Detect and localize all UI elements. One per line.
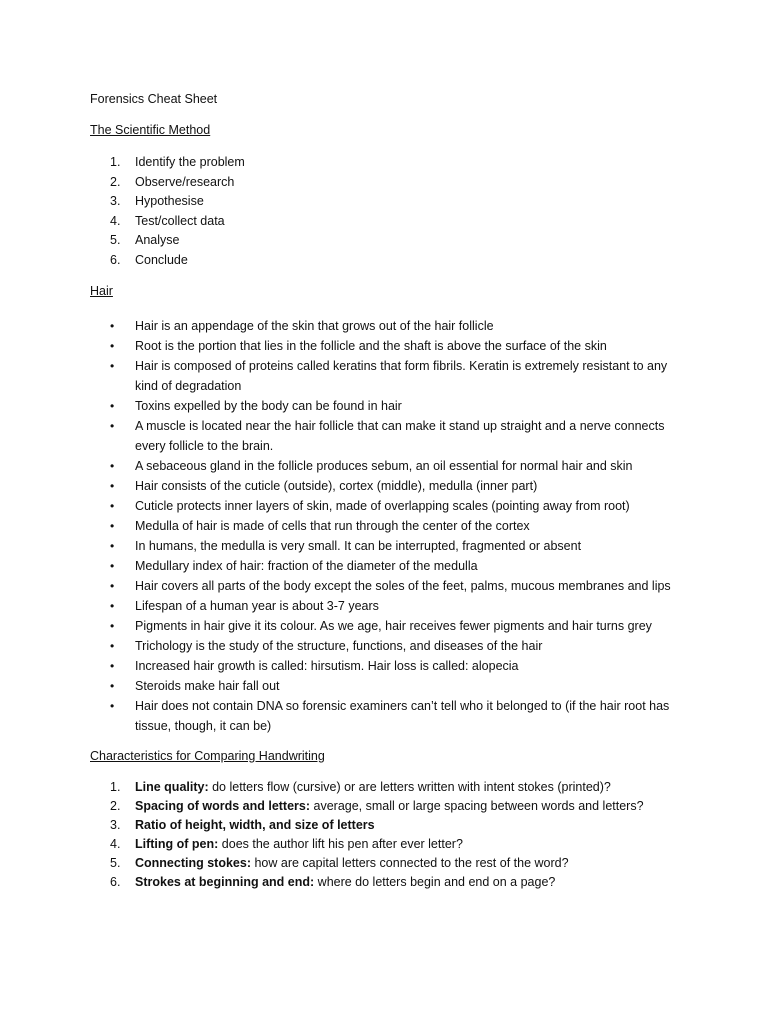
item-text: Observe/research	[135, 174, 235, 189]
item-text: A sebaceous gland in the follicle produces sebum, an oil essential for normal hair and skin	[135, 459, 633, 473]
list-item	[90, 779, 644, 798]
list-item	[90, 456, 690, 476]
list-item	[90, 496, 690, 516]
bullet-icon: •	[110, 699, 115, 713]
list-item	[90, 874, 644, 893]
item-text: Hypothesise	[135, 194, 204, 208]
bullet-icon: •	[110, 679, 115, 693]
item-term: Connecting stokes:	[135, 856, 251, 870]
item-number: 6.	[110, 252, 121, 267]
scientific-method-list	[90, 154, 245, 271]
item-text: Toxins expelled by the body can be found in hair	[135, 399, 402, 413]
list-item	[90, 676, 690, 696]
item-text: Trichology is the study of the structure, functions, and diseases of the hair	[135, 639, 543, 653]
list-item	[90, 616, 690, 636]
item-text: Medullary index of hair: fraction of the diameter of the medulla	[135, 559, 478, 573]
list-item	[90, 696, 690, 736]
document-title: Forensics Cheat Sheet	[90, 92, 218, 106]
list-item	[90, 596, 690, 616]
bullet-icon: •	[110, 319, 115, 333]
item-text: where do letters begin and end on a page?	[314, 875, 556, 889]
item-text: Hair consists of the cuticle (outside), cortex (middle), medulla (inner part)	[135, 479, 538, 493]
item-text: Hair is composed of proteins called keratins that form fibrils. Keratin is extremely resistant to any kind of degradation	[135, 359, 668, 393]
list-item	[90, 396, 690, 416]
list-item	[90, 174, 245, 194]
hair-heading: Hair	[90, 284, 113, 298]
item-text: Cuticle protects inner layers of skin, made of overlapping scales (pointing away from root)	[135, 499, 630, 513]
list-item	[90, 232, 245, 252]
bullet-icon: •	[110, 359, 115, 373]
handwriting-heading: Characteristics for Comparing Handwriting	[90, 749, 325, 763]
item-term: Spacing of words and letters:	[135, 799, 311, 813]
item-number: 1.	[110, 155, 121, 169]
bullet-icon: •	[110, 619, 115, 633]
list-item	[90, 836, 644, 855]
bullet-icon: •	[110, 399, 115, 413]
bullet-icon: •	[110, 479, 115, 493]
list-item	[90, 656, 690, 676]
item-text: Increased hair growth is called: hirsutism. Hair loss is called: alopecia	[135, 659, 519, 673]
item-number: 5.	[110, 233, 121, 247]
handwriting-characteristics-list	[90, 779, 644, 893]
item-text: Hair covers all parts of the body except the soles of the feet, palms, mucous membranes and lips	[135, 579, 671, 593]
item-number: 4.	[110, 837, 121, 851]
item-text: Root is the portion that lies in the follicle and the shaft is above the surface of the skin	[135, 339, 607, 353]
item-text: Hair is an appendage of the skin that grows out of the hair follicle	[135, 319, 494, 333]
item-term: Ratio of height, width, and size of letters	[135, 818, 375, 832]
list-item	[90, 154, 245, 174]
item-term: Line quality:	[135, 780, 209, 794]
hair-facts-list	[90, 316, 690, 736]
list-item	[90, 636, 690, 656]
item-text: Analyse	[135, 233, 180, 247]
item-text: Steroids make hair fall out	[135, 679, 280, 693]
list-item	[90, 316, 690, 336]
list-item	[90, 213, 245, 233]
bullet-icon: •	[110, 639, 115, 653]
item-text: Pigments in hair give it its colour. As we age, hair receives fewer pigments and hair turns grey	[135, 619, 652, 633]
list-item	[90, 356, 690, 396]
list-item	[90, 855, 644, 874]
item-text: Medulla of hair is made of cells that run through the center of the cortex	[135, 519, 530, 533]
list-item	[90, 476, 690, 496]
list-item	[90, 556, 690, 576]
list-item	[90, 817, 644, 836]
item-term: Lifting of pen:	[135, 837, 219, 851]
bullet-icon: •	[110, 559, 115, 573]
bullet-icon: •	[110, 659, 115, 673]
list-item	[90, 416, 690, 456]
item-text: In humans, the medulla is very small. It can be interrupted, fragmented or absent	[135, 539, 582, 553]
item-number: 6.	[110, 875, 121, 889]
bullet-icon: •	[110, 499, 115, 513]
item-term: Strokes at beginning and end:	[135, 875, 315, 889]
item-text: A muscle is located near the hair follicle that can make it stand up straight and a nerve connects every follicle to the brain.	[135, 419, 665, 453]
item-text: Identify the problem	[135, 155, 245, 169]
item-number: 2.	[110, 799, 121, 813]
list-item	[90, 536, 690, 556]
item-number: 2.	[110, 174, 121, 189]
bullet-icon: •	[110, 599, 115, 613]
item-number: 5.	[110, 856, 121, 870]
item-text: does the author lift his pen after ever letter?	[218, 837, 463, 851]
item-text: how are capital letters connected to the rest of the word?	[251, 856, 569, 870]
scientific-method-heading: The Scientific Method	[90, 123, 211, 137]
item-text: Lifespan of a human year is about 3-7 years	[135, 599, 379, 613]
item-text: Test/collect data	[135, 213, 225, 228]
item-text: do letters flow (cursive) or are letters written with intent stokes (printed)?	[208, 780, 611, 794]
list-item	[90, 193, 245, 213]
bullet-icon: •	[110, 339, 115, 353]
item-number: 1.	[110, 780, 121, 794]
item-text: average, small or large spacing between words and letters?	[310, 799, 644, 813]
bullet-icon: •	[110, 419, 115, 433]
item-number: 3.	[110, 194, 121, 208]
item-number: 3.	[110, 818, 121, 832]
bullet-icon: •	[110, 519, 115, 533]
bullet-icon: •	[110, 539, 115, 553]
bullet-icon: •	[110, 579, 115, 593]
list-item	[90, 516, 690, 536]
item-text: Hair does not contain DNA so forensic examiners can’t tell who it belonged to (if the hair root has tissue, though, it can be)	[135, 699, 670, 733]
list-item	[90, 798, 644, 817]
list-item	[90, 336, 690, 356]
bullet-icon: •	[110, 459, 115, 473]
item-text: Conclude	[135, 252, 188, 267]
list-item	[90, 252, 245, 272]
list-item	[90, 576, 690, 596]
item-number: 4.	[110, 213, 121, 228]
